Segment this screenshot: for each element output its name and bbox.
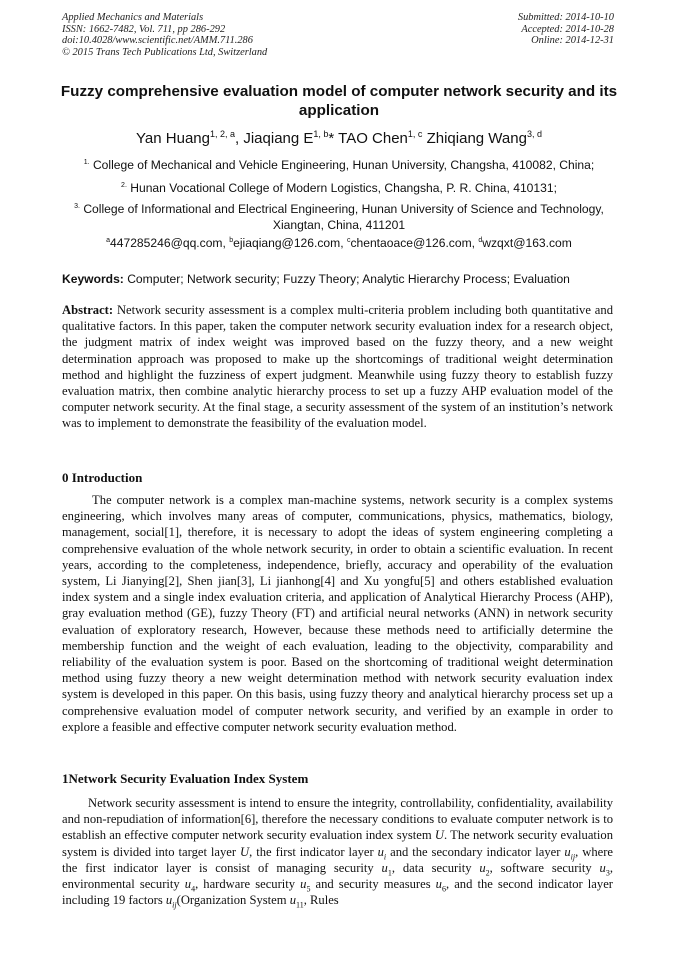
author-list: Yan Huang$^{1, 2, a}$, Jiaqiang E$^{1, b}$* TAO Chen$^{1, c}$ Zhiqiang Wang$^{3, d}$ <box>136 129 542 147</box>
online-date: Online: 2014-12-31 <box>531 35 614 47</box>
keywords-text: Computer; Network security; Fuzzy Theory; Analytic Hierarchy Process; Evaluation <box>123 272 570 286</box>
email-d[interactable]: wzqxt@163.com <box>482 236 572 250</box>
abstract <box>62 302 613 432</box>
doi-line: doi:10.4028/www.scientific.net/AMM.711.286 <box>62 35 253 47</box>
accepted-date: Accepted: 2014-10-28 <box>521 23 614 35</box>
email-b[interactable]: ejiaqiang@126.com, <box>233 236 347 250</box>
copyright-line: © 2015 Trans Tech Publications Ltd, Switzerland <box>62 46 268 58</box>
email-a[interactable]: 447285246@qq.com, <box>110 236 230 250</box>
journal-name: Applied Mechanics and Materials <box>62 12 204 23</box>
intro-paragraph: The computer network is a complex man-machine systems, network security is a complex systems engineering, which involves many areas of computer, communications, physics, mathematics, biology, management, social[1], therefore, it is necessary to adopt the ideas of system engineering completing a comprehensive evaluation of the whole network security, in order to obtain a scientific evaluation. In recent years, according to the completeness, independence, briefly, accuracy and operability of the evaluation system, Li Jianying[2], Shen jian[3], Li jianhong[4] and Xu yongfu[5] and others established evaluation index system and a single index evaluation criteria, and application of Analytical Hierarchy Process (AHP), gray evaluation method (GE), fuzzy Theory (FT) and artificial neural networks (ANN) in network security evaluation of exploratory research, However, because these methods need to artificially determine the membership function and the weight of each evaluation, leading to the objectivity, comparability and reliability of the evaluation system is poor. Based on the shortcoming of traditional weight determination method using fuzzy theory a new weight determination method with network security evaluation index system is developed in this paper. On this basis, using fuzzy theory and analytical hierarchy process set up a comprehensive evaluation model of computer network security, and verified by an example in order to explore a feasible and effective computer network security evaluation method. <box>62 493 613 734</box>
email-c[interactable]: chentaoace@126.com, <box>350 236 479 250</box>
affiliation-2: $^{2.}$ Hunan Vocational College of Modern Logistics, Changsha, P. R. China, 410131; <box>121 181 557 195</box>
journal-header <box>62 12 267 58</box>
author-1: Yan Huang <box>136 130 210 147</box>
dates-header <box>518 12 614 47</box>
section-1-paragraph: Network security assessment is intend to ensure the integrity, controllability, confidentiality, availability and non-repudiation of information[6], therefore the necessary conditions to evaluate computer network is to establish an effective computer network security evaluation index system U. The network security evaluation system is divided into target layer U, the first indicator layer $u_i$ and the secondary indicator layer $u_{ij}$, where the first indicator layer is consist of managing security $u_1$, data security $u_2$, software security $u_3$, environmental security $u_4$, hardware security $u_5$ and security measures $u_6$, and the second indicator layer including 19 factors $u_{ij}(Organization$ System $u_{11}$, Rules <box>62 796 613 910</box>
affiliation-3: $^{3.}$ College of Informational and Electrical Engineering, Hunan University of Science and Technology, Xiangtan, China, 411201 <box>74 202 604 232</box>
paper-title: Fuzzy comprehensive evaluation model of computer network security and its application <box>60 83 618 119</box>
submitted-date: Submitted: 2014-10-10 <box>517 12 614 23</box>
section-1-heading: 1Network Security Evaluation Index System <box>62 771 309 786</box>
intro-heading: 0 Introduction <box>62 470 143 485</box>
keywords-label: Keywords: <box>62 272 124 286</box>
author-emails: $^a$447285246@qq.com, $^b$ejiaqiang@126.com, $^c$chentaoace@126.com, $^d$wzqxt@163.com <box>106 236 572 250</box>
issn-line: ISSN: 1662-7482, Vol. 711, pp 286-292 <box>62 23 226 35</box>
keywords <box>62 272 618 287</box>
affiliation-1: $^{1.}$ College of Mechanical and Vehicle Engineering, Hunan University, Changsha, 410082, China; <box>83 158 595 172</box>
author-3: * TAO Chen <box>328 130 408 147</box>
abstract-label: Abstract: <box>62 303 114 317</box>
author-4: Zhiqiang Wang <box>422 130 527 147</box>
abstract-text: Network security assessment is a complex multi-criteria problem including both quantitative and qualitative factors. In this paper, taken the computer network security evaluation index for a research object, the judgment matrix of index weight was improved based on the fuzzy theory, and a new weight determination approach was proposed to make up the shortcomings of traditional weight determination method and highlight the fuzziness of expert judgment. Meanwhile using fuzzy theory to establish fuzzy evaluation matrix, then combine analytic hierarchy process to set up a fuzzy AHP evaluation model of the computer network security. At the final stage, a security assessment of the system of an institution’s network was to implement to demonstrate the feasibility of the evaluation model. <box>62 303 613 431</box>
